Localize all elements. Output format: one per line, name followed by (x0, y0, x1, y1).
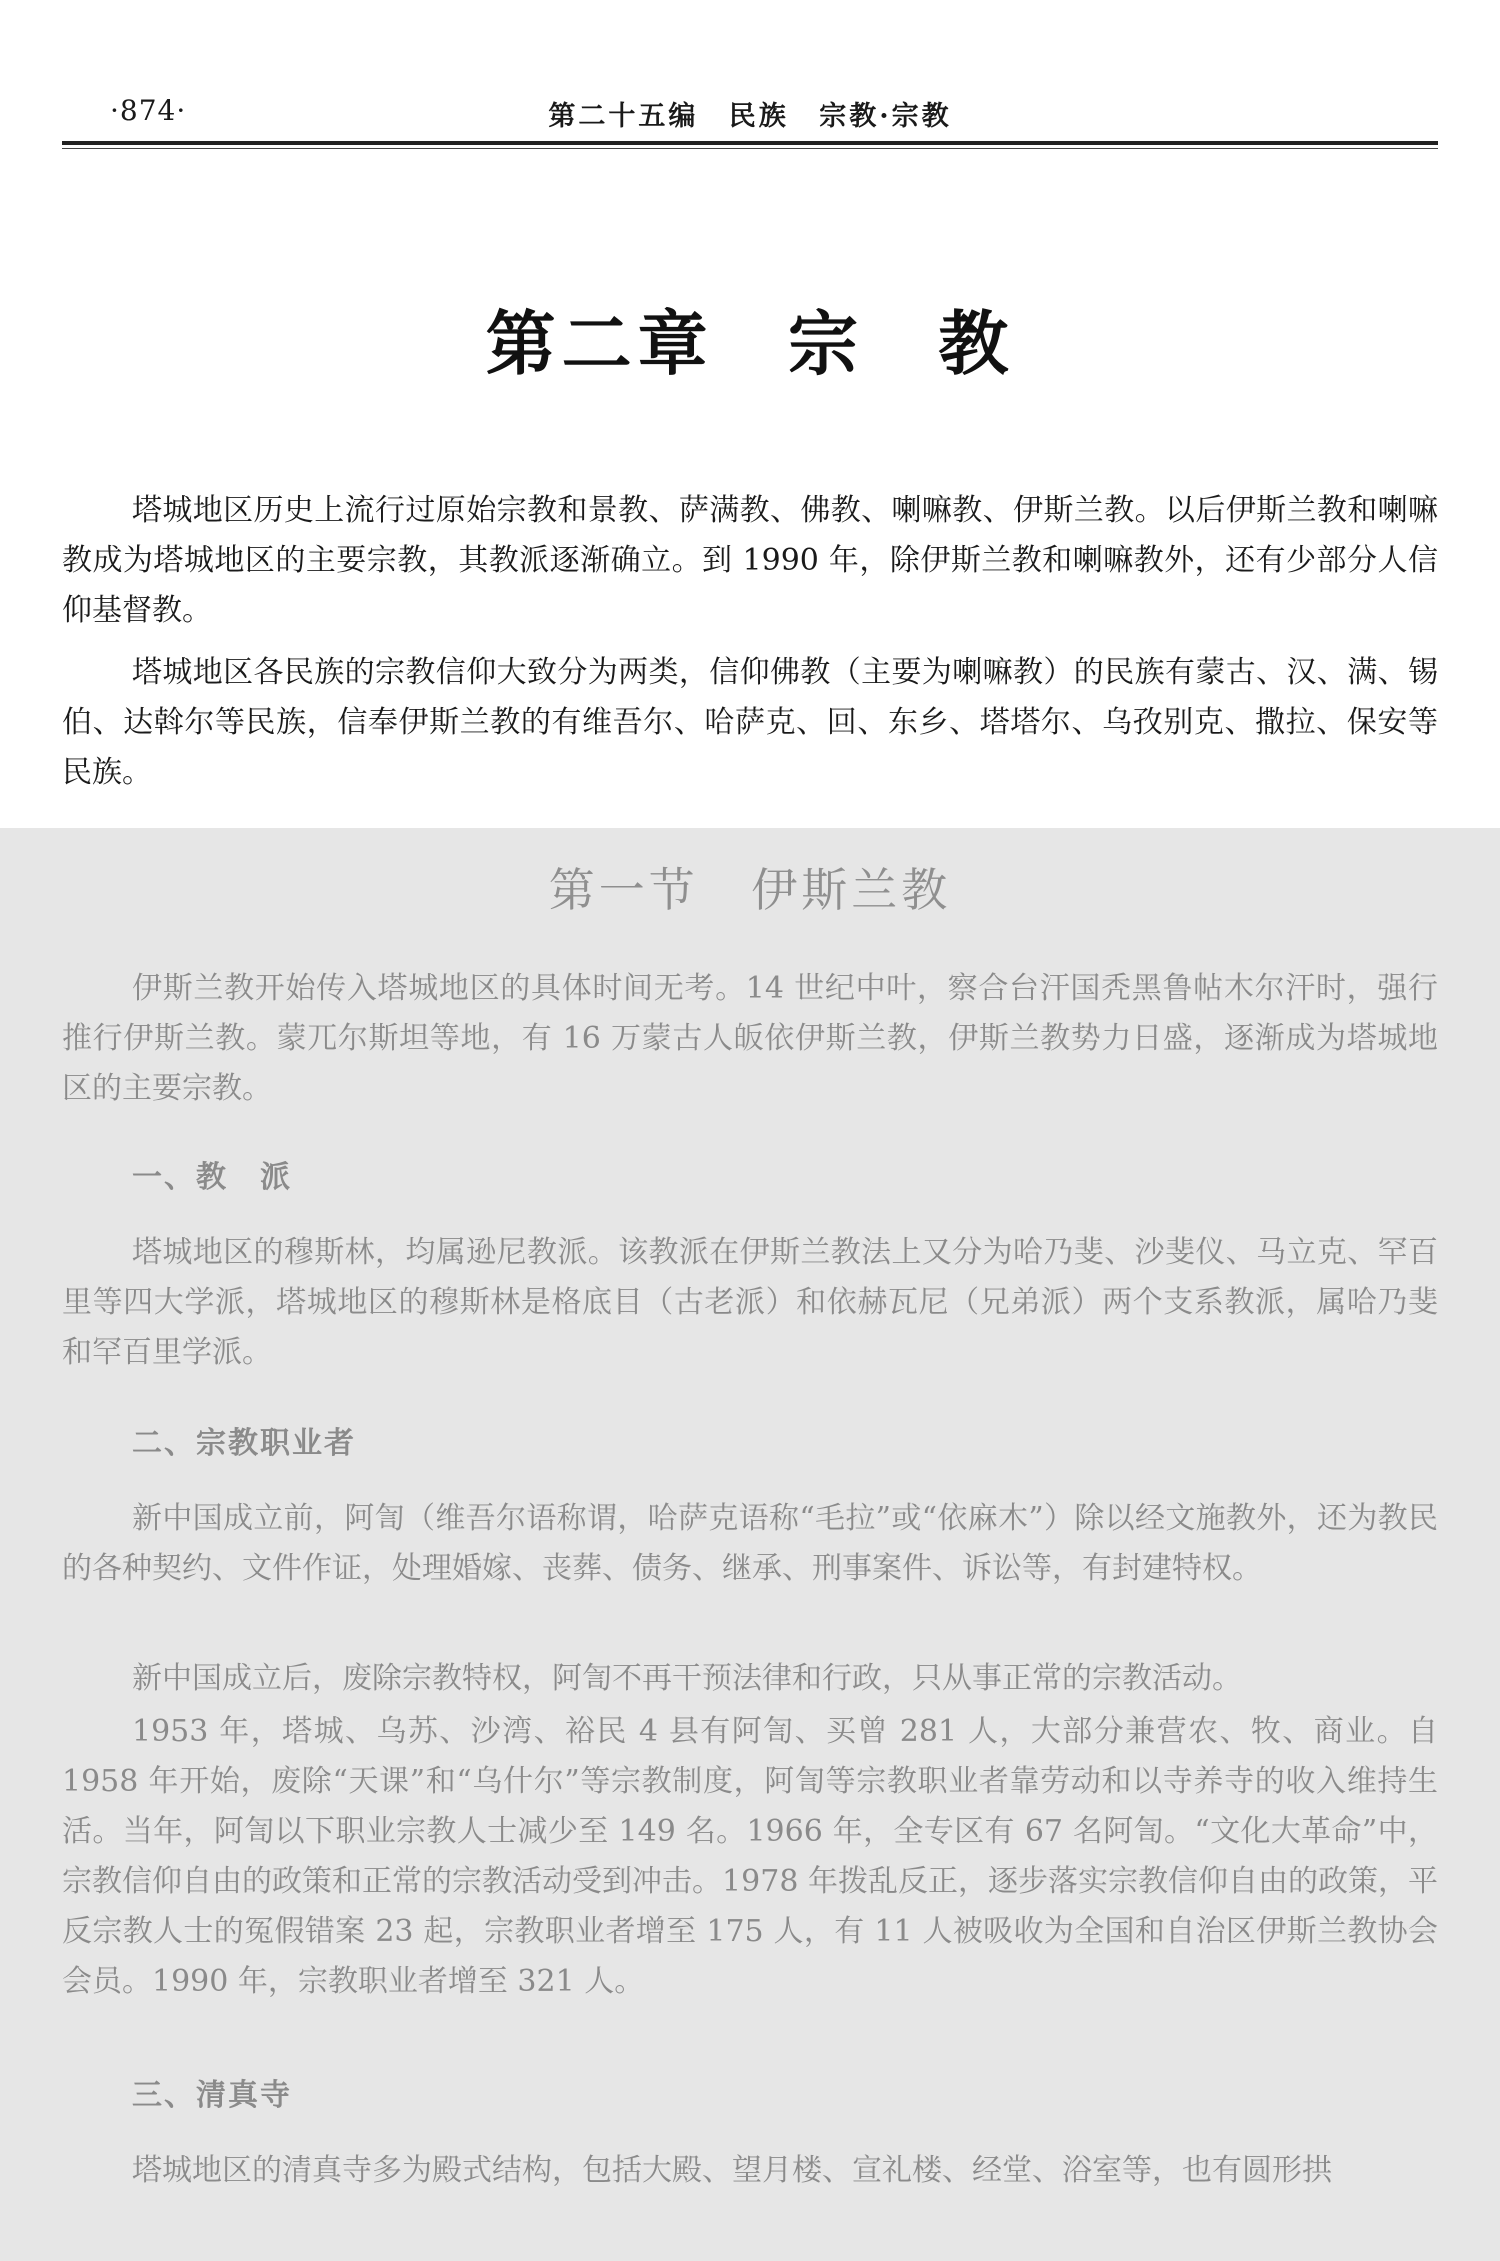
section-paragraph-5: 1953 年，塔城、乌苏、沙湾、裕民 4 县有阿訇、买曾 281 人，大部分兼营农、牧、商业。自 1958 年开始，废除“天课”和“乌什尔”等宗教制度，阿訇等宗教职业者靠劳动和以寺养寺的收入维持生活。当年，阿訇以下职业宗教人士减少至 149 名。1966 年，全专区有 67 名阿訇。“文化大革命”中，宗教信仰自由的政策和正常的宗教活动受到冲击。1978 年拨乱反正，逐步落实宗教信仰自由的政策，平反宗教人士的冤假错案 23 起，宗教职业者增至 175 人，有 11 人被吸收为全国和自治区伊斯兰教协会会员。1990 年，宗教职业者增至 321 人。 (62, 1714, 1438, 1999)
section-paragraph-6: 塔城地区的清真寺多为殿式结构，包括大殿、望月楼、宣礼楼、经堂、浴室等，也有圆形拱 (132, 2153, 1332, 2188)
intro-paragraph-1: 塔城地区历史上流行过原始宗教和景教、萨满教、佛教、喇嘛教、伊斯兰教。以后伊斯兰教和喇嘛教成为塔城地区的主要宗教，其教派逐渐确立。到 1990 年，除伊斯兰教和喇嘛教外，还有少部分人信仰基督教。 (62, 493, 1438, 628)
page-number: ·874· (110, 94, 187, 127)
section-paragraph-4: 新中国成立后，废除宗教特权，阿訇不再干预法律和行政，只从事正常的宗教活动。 (132, 1661, 1242, 1696)
section-paragraph-2: 塔城地区的穆斯林，均属逊尼教派。该教派在伊斯兰教法上又分为哈乃斐、沙斐仪、马立克、罕百里等四大学派，塔城地区的穆斯林是格底目（古老派）和依赫瓦尼（兄弟派）两个支系教派，属哈乃斐和罕百里学派。 (62, 1235, 1438, 1370)
chapter-title: 第二章 宗 教 (485, 303, 1015, 385)
section-title: 第一节 伊斯兰教 (548, 863, 952, 917)
subheading-clergy: 二、宗教职业者 (132, 1426, 356, 1461)
intro-paragraph-2: 塔城地区各民族的宗教信仰大致分为两类，信仰佛教（主要为喇嘛教）的民族有蒙古、汉、满、锡伯、达斡尔等民族，信奉伊斯兰教的有维吾尔、哈萨克、回、东乡、塔塔尔、乌孜别克、撒拉、保安等民族。 (62, 655, 1438, 790)
running-header (62, 86, 1438, 136)
subheading-mosques: 三、清真寺 (132, 2078, 292, 2113)
section-paragraph-3: 新中国成立前，阿訇（维吾尔语称谓，哈萨克语称“毛拉”或“依麻木”）除以经文施教外，还为教民的各种契约、文件作证，处理婚嫁、丧葬、债务、继承、刑事案件、诉讼等，有封建特权。 (62, 1501, 1438, 1586)
running-title: 第二十五编 民族 宗教·宗教 (548, 101, 952, 132)
subheading-sects: 一、教 派 (132, 1160, 292, 1195)
header-rule (62, 141, 1438, 145)
section-paragraph-1: 伊斯兰教开始传入塔城地区的具体时间无考。14 世纪中叶，察合台汗国秃黑鲁帖木尔汗时，强行推行伊斯兰教。蒙兀尔斯坦等地，有 16 万蒙古人皈依伊斯兰教，伊斯兰教势力日盛，逐渐成为塔城地区的主要宗教。 (62, 971, 1438, 1106)
header-rule-thin (62, 148, 1438, 149)
